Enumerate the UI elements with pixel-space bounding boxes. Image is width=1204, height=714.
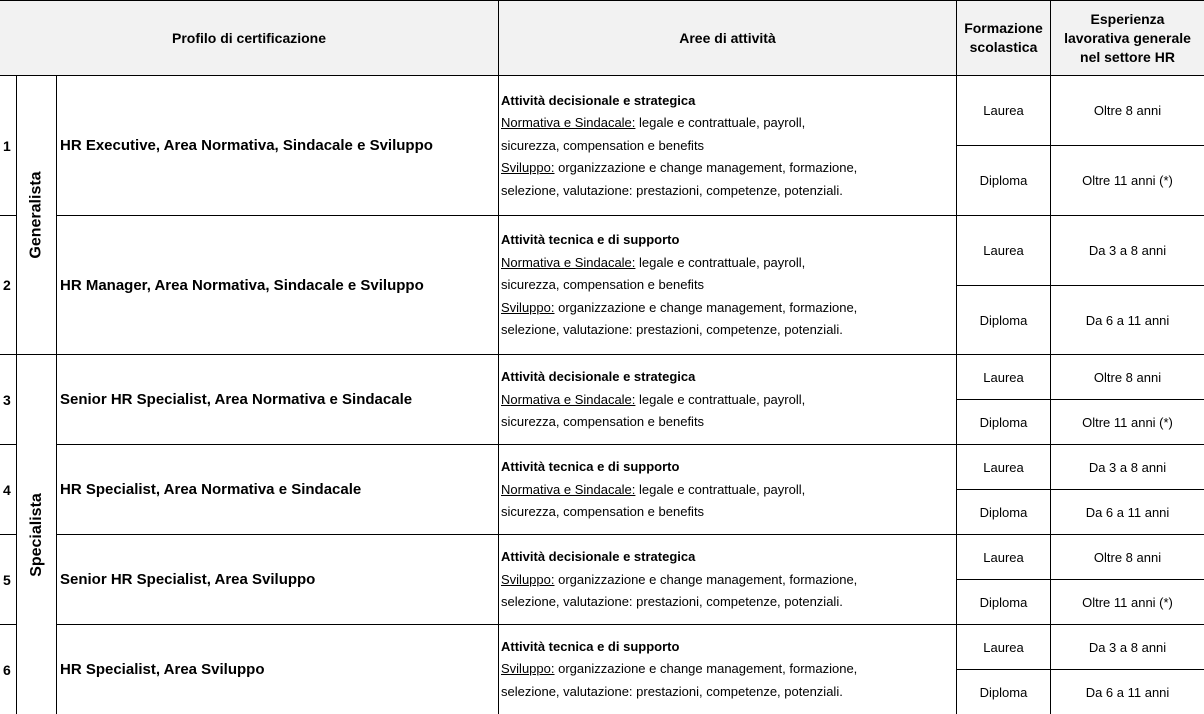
education-level: Diploma	[957, 286, 1051, 355]
education-level: Diploma	[957, 490, 1051, 535]
profile-title: Senior HR Specialist, Area Sviluppo	[57, 535, 499, 625]
experience-years: Da 6 a 11 anni	[1085, 684, 1170, 700]
activity-heading: Attività decisionale e strategica	[501, 369, 696, 385]
activity-heading: Attività tecnica e di supporto	[501, 232, 680, 248]
activity-line	[501, 569, 956, 592]
header-experience-line: lavorativa generale	[1064, 29, 1191, 46]
activity-line-category: Normativa e Sindacale:	[501, 115, 636, 131]
group-generalista	[17, 76, 57, 355]
activity-line	[501, 658, 956, 681]
activity-line	[501, 411, 956, 434]
experience-years: Da 3 a 8 anni	[1051, 625, 1204, 670]
activity-line-category: Sviluppo:	[501, 661, 555, 677]
education-level: Diploma	[957, 400, 1051, 445]
profile-title: HR Manager, Area Normativa, Sindacale e Sviluppo	[57, 216, 499, 355]
experience-years: Oltre 11 anni (*)	[1051, 146, 1204, 216]
activity-line-text: organizzazione e change management, formazione,	[554, 299, 858, 315]
activity-areas	[499, 535, 957, 625]
education-level: Laurea	[957, 355, 1051, 400]
experience-years: Da 3 a 8 anni	[1051, 445, 1204, 490]
group-label: Specialista	[27, 492, 45, 577]
activity-heading: Attività tecnica e di supporto	[501, 638, 680, 654]
row-number: 3	[0, 355, 17, 445]
activity-line	[501, 501, 956, 524]
education-level: Laurea	[957, 445, 1051, 490]
education-level: Laurea	[957, 625, 1051, 670]
activity-areas	[499, 355, 957, 445]
header-education	[957, 0, 1051, 76]
activity-line-text: sicurezza, compensation e benefits	[501, 414, 705, 430]
activity-line-category: Normativa e Sindacale:	[501, 391, 636, 407]
activity-heading: Attività tecnica e di supporto	[501, 459, 680, 475]
experience-years: Oltre 8 anni	[1051, 355, 1204, 400]
activity-line	[501, 479, 956, 502]
activity-line	[501, 135, 956, 158]
experience-years: Oltre 8 anni	[1051, 535, 1204, 580]
activity-line-category: Sviluppo:	[501, 299, 555, 315]
activity-line	[501, 591, 956, 614]
education-level: Laurea	[957, 76, 1051, 146]
activity-line	[501, 274, 956, 297]
activity-line-category: Normativa e Sindacale:	[501, 254, 636, 270]
education-level: Laurea	[957, 216, 1051, 286]
activity-areas	[499, 625, 957, 714]
activity-line	[501, 157, 956, 180]
experience-years: Oltre 8 anni	[1051, 76, 1204, 146]
activity-line	[501, 319, 956, 342]
education-level: Laurea	[957, 535, 1051, 580]
activity-heading: Attività decisionale e strategica	[501, 92, 696, 108]
activity-areas	[499, 216, 957, 355]
activity-line-text: sicurezza, compensation e benefits	[501, 137, 705, 153]
education-level: Diploma	[957, 580, 1051, 625]
header-experience-line: nel settore HR	[1080, 48, 1175, 65]
header-profile-label: Profilo di certificazione	[171, 29, 327, 46]
activity-line-text: organizzazione e change management, formazione,	[554, 661, 858, 677]
education-level: Diploma	[957, 146, 1051, 216]
activity-line-text: selezione, valutazione: prestazioni, competenze, potenziali.	[501, 182, 843, 198]
experience-years: Oltre 11 anni (*)	[1051, 580, 1204, 625]
activity-line-text: legale e contrattuale, payroll,	[635, 254, 806, 270]
activity-areas	[499, 445, 957, 535]
activity-line	[501, 681, 956, 704]
activity-line	[501, 252, 956, 275]
profile-title: HR Specialist, Area Sviluppo	[57, 625, 499, 714]
experience-years: Da 3 a 8 anni	[1051, 216, 1204, 286]
experience-years: Da 6 a 11 anni	[1051, 286, 1204, 355]
activity-line-category: Sviluppo:	[501, 160, 555, 176]
header-areas-label: Aree di attività	[679, 29, 776, 46]
header-profile	[0, 0, 499, 76]
group-label: Generalista	[27, 171, 45, 259]
activity-line-text: sicurezza, compensation e benefits	[501, 277, 705, 293]
profile-title: HR Specialist, Area Normativa e Sindacale	[57, 445, 499, 535]
activity-line-text: legale e contrattuale, payroll,	[635, 481, 806, 497]
activity-line	[501, 297, 956, 320]
row-number: 4	[0, 445, 17, 535]
activity-line-text: selezione, valutazione: prestazioni, competenze, potenziali.	[501, 322, 843, 338]
activity-areas	[499, 76, 957, 216]
row-number: 2	[0, 216, 17, 355]
activity-heading: Attività decisionale e strategica	[501, 549, 696, 565]
activity-line-text: legale e contrattuale, payroll,	[635, 391, 806, 407]
header-education-line: scolastica	[969, 39, 1038, 55]
activity-line	[501, 180, 956, 203]
group-specialista	[17, 355, 57, 714]
activity-line	[501, 112, 956, 135]
row-number: 5	[0, 535, 17, 625]
row-number: 6	[0, 625, 17, 714]
activity-line-text: selezione, valutazione: prestazioni, competenze, potenziali.	[501, 594, 843, 610]
education-level: Diploma	[957, 670, 1051, 714]
profile-title: Senior HR Specialist, Area Normativa e Sindacale	[57, 355, 499, 445]
header-education-line: Formazione	[964, 20, 1043, 36]
experience-years: Oltre 11 anni (*)	[1051, 400, 1204, 445]
header-areas	[499, 0, 957, 76]
row-number: 1	[0, 76, 17, 216]
activity-line	[501, 389, 956, 412]
header-experience-line: Esperienza	[1090, 10, 1165, 27]
profile-title: HR Executive, Area Normativa, Sindacale e Sviluppo	[57, 76, 499, 216]
experience-years: Da 6 a 11 anni	[1051, 490, 1204, 535]
activity-line-category: Normativa e Sindacale:	[501, 481, 636, 497]
activity-line-text: organizzazione e change management, formazione,	[554, 160, 858, 176]
activity-line-text: organizzazione e change management, formazione,	[554, 571, 858, 587]
activity-line-category: Sviluppo:	[501, 571, 555, 587]
activity-line-text: selezione, valutazione: prestazioni, competenze, potenziali.	[501, 683, 843, 699]
header-experience	[1051, 0, 1204, 76]
activity-line-text: legale e contrattuale, payroll,	[635, 115, 806, 131]
activity-line-text: sicurezza, compensation e benefits	[501, 504, 705, 520]
